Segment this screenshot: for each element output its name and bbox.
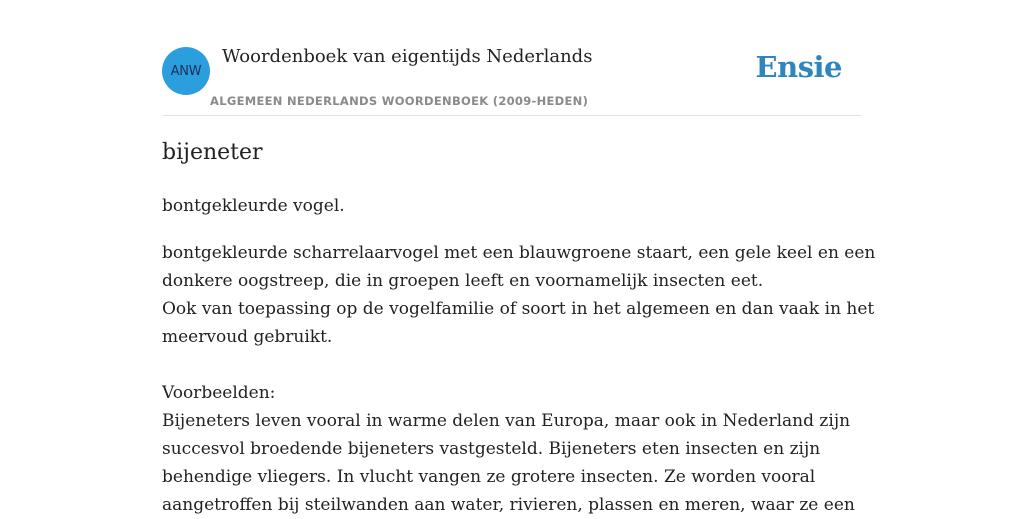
dictionary-header [162,0,862,116]
example-line: Bijeneters leven vooral in warme delen van Europa, maar ook in Nederland zijn [162,411,851,431]
definition-line: meervoud gebruikt. [162,327,333,347]
anw-logo[interactable] [162,47,210,95]
dictionary-card [162,0,876,515]
dictionary-title[interactable]: Woordenboek van eigentijds Nederlands [222,46,593,67]
examples-label: Voorbeelden: [162,383,276,403]
full-definition [162,239,876,519]
ensie-brand-logo[interactable]: Ensie [755,50,842,84]
short-definition: bontgekleurde vogel. [162,196,345,216]
dictionary-subtitle: ALGEMEEN NEDERLANDS WOORDENBOEK (2009-HEDEN) [210,94,589,108]
definition-line: Ook van toepassing op de vogelfamilie of soort in het algemeen en dan vaak in het [162,299,875,319]
paragraph-spacer [162,351,862,379]
example-line: behendige vliegers. In vlucht vangen ze grotere insecten. Ze worden vooral [162,467,816,487]
anw-logo-text: ANW [170,63,202,79]
definition-line: donkere oogstreep, die in groepen leeft en voornamelijk insecten eet. [162,271,764,291]
example-line: succesvol broedende bijeneters vastgesteld. Bijeneters eten insecten en zijn [162,439,821,459]
definition-line: bontgekleurde scharrelaarvogel met een blauwgroene staart, een gele keel en een [162,243,876,263]
example-line: aangetroffen bij steilwanden aan water, rivieren, plassen en meren, waar ze een [162,495,855,515]
entry-headword: bijeneter [162,140,263,165]
